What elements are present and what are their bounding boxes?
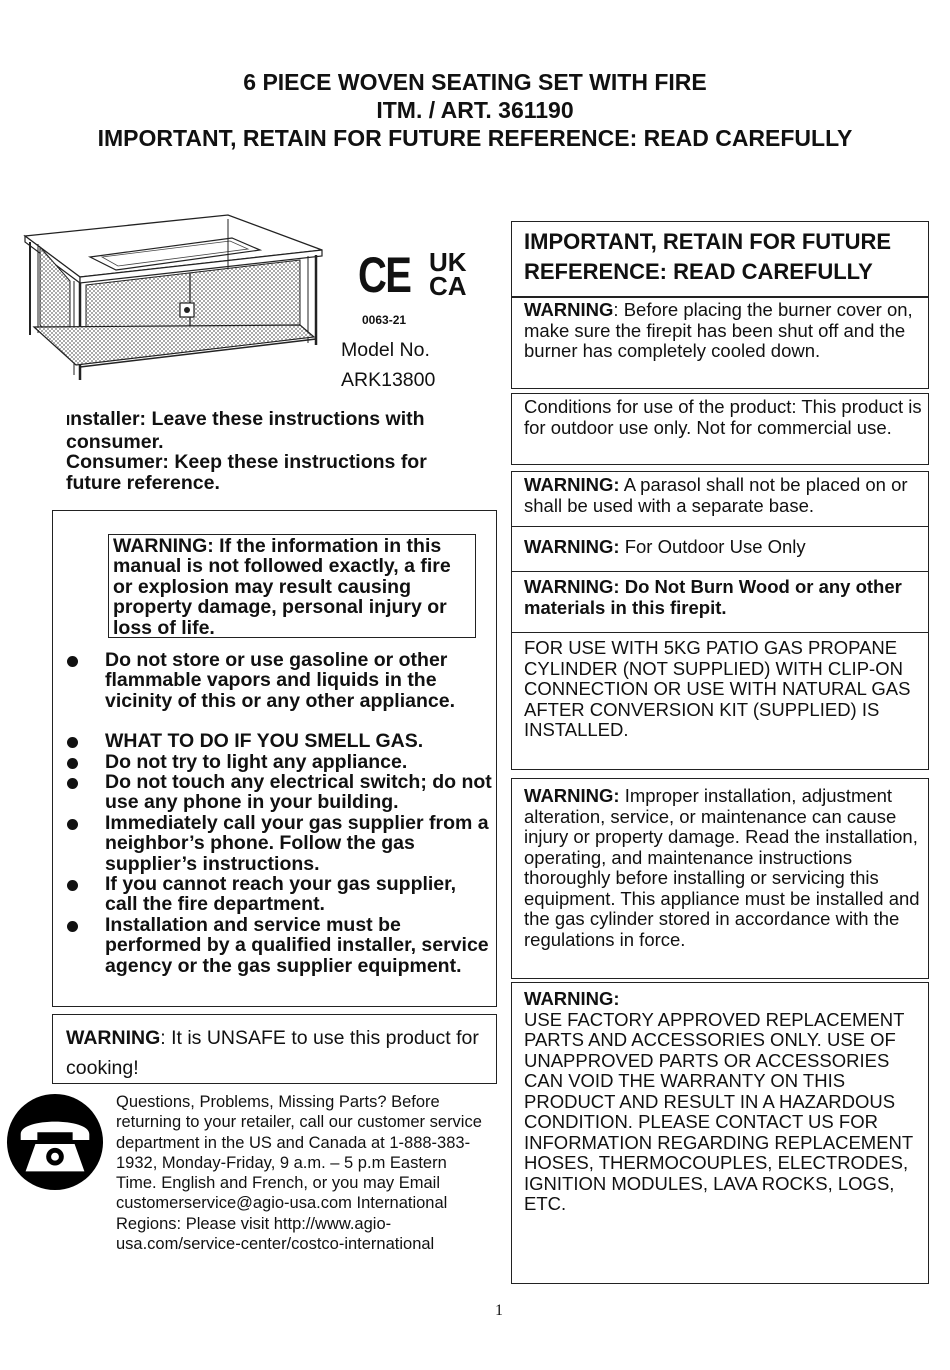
- outdoor-warning-label: WARNING:: [524, 536, 620, 557]
- parasol-warning: [511, 471, 929, 527]
- installation-warning-text: Improper installation, adjustment alteration, service, or maintenance can cause injury or property damage. Read the installation, operating, and maintenance instructions thoroughly before installing or servicing this equipment. This appliance must be installed and the gas cylinder stored in accordance with the regulations in force.: [524, 785, 920, 950]
- burner-cover-warning: [511, 296, 929, 389]
- important-retain-box: IMPORTANT, RETAIN FOR FUTURE REFERENCE: READ CAREFULLY: [511, 221, 929, 298]
- outdoor-warning-text: For Outdoor Use Only: [619, 536, 806, 557]
- model-label: Model No.: [341, 339, 430, 361]
- list-item: Installation and service must be performed by a qualified installer, service agency or the gas supplier equipment.: [64, 915, 494, 976]
- installation-warning-label: WARNING:: [524, 785, 620, 806]
- model-number: ARK13800: [341, 369, 436, 391]
- list-item: If you cannot reach your gas supplier, call the fire department.: [64, 874, 494, 915]
- ukca-mark: [429, 247, 467, 301]
- ukca-mark-top: UK: [429, 247, 467, 277]
- cooking-warning-label: WARNING: [66, 1027, 161, 1049]
- item-number: ITM. / ART. 361190: [376, 97, 574, 123]
- ce-mark: CE: [358, 247, 411, 303]
- list-item: Do not store or use gasoline or other flammable vapors and liquids in the vicinity of this or any other appliance.: [64, 650, 494, 711]
- parts-warning-text: USE FACTORY APPROVED REPLACEMENT PARTS AND ACCESSORIES ONLY. USE OF UNAPPROVED PARTS OR ACCESSORIES CAN VOID THE WARRANTY ON THIS PRODUCT AND RESULT IN A HAZARDOUS CONDITION. PLEASE CONTACT US FOR INFORMATION REGARDING REPLACEMENT HOSES, THERMOCOUPLES, ELECTRODES, IGNITION MODULES, LAVA ROCKS, LOGS, ETC.: [524, 1008, 913, 1214]
- consumer-note: Consumer: Keep these instructions for future reference.: [66, 451, 427, 494]
- improper-installation-warning: [511, 778, 929, 979]
- installer-note: [66, 409, 486, 452]
- firepit-table-illustration: [20, 205, 330, 385]
- ukca-mark-bottom: CA: [429, 271, 467, 301]
- parasol-warning-text: A parasol shall not be placed on or shall be used with a separate base.: [524, 474, 908, 516]
- list-item: Do not touch any electrical switch; do not use any phone in your building.: [64, 772, 494, 813]
- retain-notice: IMPORTANT, RETAIN FOR FUTURE REFERENCE: READ CAREFULLY: [97, 125, 853, 151]
- outdoor-use-warning: [511, 526, 929, 572]
- customer-service-contact: Questions, Problems, Missing Parts? Before returning to your retailer, call our customer service department in the US and Canada at 1-888-383-1932, Monday-Friday, 9 a.m. – 5 p.m Eastern Time. English and French, or you may Email customerservice@agio-usa.com International Regions: Please visit http://www.agio-usa.com/service-center/costco-international: [116, 1093, 482, 1254]
- gas-cylinder-note: FOR USE WITH 5KG PATIO GAS PROPANE CYLINDER (NOT SUPPLIED) WITH CLIP-ON CONNECTION OR USE WITH NATURAL GAS AFTER CONVERSION KIT (SUPPLIED) IS INSTALLED.: [511, 632, 929, 770]
- list-item: WHAT TO DO IF YOU SMELL GAS.: [64, 731, 494, 751]
- page-number: 1: [495, 1302, 503, 1319]
- fire-explosion-headline: WARNING: If the information in this manual is not followed exactly, a fire or explosion may result causing property damage, personal injury or loss of life.: [108, 534, 476, 638]
- cooking-warning-box: [52, 1014, 497, 1084]
- replacement-parts-warning: [511, 982, 929, 1284]
- installer-first-letter: I: [66, 412, 71, 429]
- burner-warning-label: WARNING: [524, 299, 614, 320]
- list-item: Do not try to light any appliance.: [64, 752, 494, 772]
- installer-consumer-note: [66, 409, 486, 493]
- installer-note-text: nstaller: Leave these instructions with consumer.: [66, 408, 425, 453]
- list-item: Immediately call your gas supplier from a neighbor’s phone. Follow the gas supplier’s instructions.: [64, 813, 494, 874]
- conditions-of-use: Conditions for use of the product: This product is for outdoor use only. Not for commercial use.: [511, 393, 929, 465]
- parts-warning-label: WARNING:: [524, 988, 620, 1009]
- burner-warning-text: : Before placing the burner cover on, make sure the firepit has been shut off and the burner has completely cooled down.: [524, 299, 913, 361]
- no-wood-warning: WARNING: Do Not Burn Wood or any other materials in this firepit.: [511, 571, 929, 633]
- parasol-warning-label: WARNING:: [524, 474, 620, 495]
- document-title: 6 PIECE WOVEN SEATING SET WITH FIRE: [243, 69, 707, 95]
- telephone-icon: [6, 1093, 104, 1191]
- notified-body-number: 0063-21: [362, 313, 407, 327]
- cooking-warning-text: : It is UNSAFE to use this product for cooking!: [66, 1027, 479, 1079]
- gas-safety-list: [64, 650, 494, 976]
